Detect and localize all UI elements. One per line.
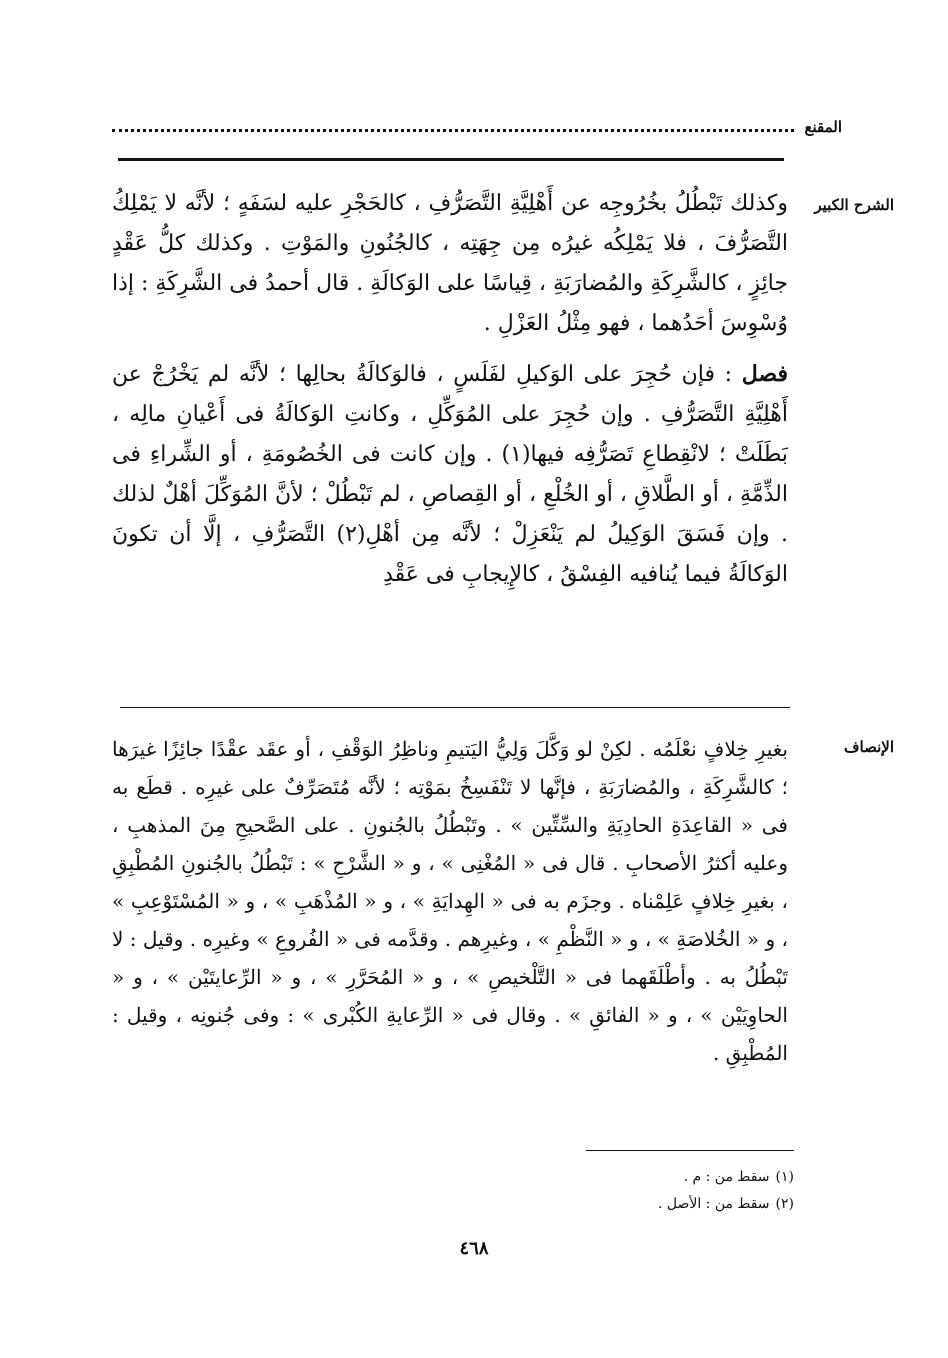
sharh-paragraph-1: وكذلك تَبْطُلُ بخُرُوجِه عن أَهْلِيَّةِ التَّصَرُّفِ ، كالحَجْرِ عليه لسَفَهٍ ؛ لأنَّه لا يَمْلِكُ التَّصَرُّفَ ، فلا يَمْلِكُه غيرُه مِن جِهَتِه ، كالجُنُونِ والمَوْتِ . وكذلك كلُّ عَقْدٍ جائِزٍ ، كالشَّرِكَةِ والمُضارَبَةِ ، قِياسًا على الوَكالَةِ . قال أحمدُ فى الشَّرِكَةِ : إذا وُسْوِسَ أحَدُهما ، فهو مِثْلُ العَزْلِ . [112, 191, 788, 336]
header-title: المقنع [804, 118, 842, 136]
footnote-number: (١) [775, 1169, 794, 1185]
footnotes [400, 1164, 794, 1218]
footnote-text: سقط من : م . [683, 1169, 770, 1185]
sharh-paragraph-2 [112, 354, 788, 595]
section-label-sharh: الشرح الكبير [814, 196, 894, 214]
header-dotted-leader [112, 129, 794, 132]
header-rule [118, 158, 784, 161]
insaf-paragraph: بغيرِ خِلافٍ نعْلَمُه . لكِنْ لو وَكَّلَ وَلِيُّ اليَتيمِ وناظِرُ الوَقْفِ ، أو عقَد عقْدًا جائِزًا غيرَها ؛ كالشَّرِكَةِ ، والمُضارَبَةِ ، فإنَّها لا تَنْفَسِخُ بمَوْتِه ؛ لأنَّه مُتَصَرِّفٌ على غيرِه . قطَع به فى « القاعِدَةِ الحادِيَةِ والسِّتِّين » . وتَبْطُلُ بالجُنونِ . على الصَّحيحِ مِنَ المذهبِ ، وعليه أكثرُ الأصحابِ . قال فى « المُغْنِى » ، و « الشَّرْحِ » : تَبْطُلُ بالجُنونِ المُطْبِقِ ، بغيرِ خِلافٍ عَلِمْناه . وجزَم به فى « الهِدايَةِ » ، و « المُذْهَبِ » ، و « المُسْتَوْعِبِ » ، و « الخُلاصَةِ » ، و « النَّظْمِ » ، وغيرِهم . وقدَّمه فى « الفُروعِ » وغيرِه . وقيل : لا تَبْطُلُ به . وأطْلَقَهما فى « التَّلْخيصِ » ، و « المُحَرَّرِ » ، و « الرِّعايتَيْن » ، و « الحاوِيَيْن » ، و « الفائقِ » . وقال فى « الرِّعايةِ الكُبْرى » : وفى جُنونِه ، وقيل : المُطْبِقِ . [112, 737, 788, 1065]
fasl-heading: فصل [741, 361, 788, 387]
footnote-1 [400, 1164, 794, 1191]
footnote-2 [400, 1191, 794, 1218]
page-number: ٤٦٨ [459, 1238, 489, 1259]
section-divider [120, 707, 790, 708]
running-header [112, 112, 842, 142]
footnote-text: سقط من : الأصل . [657, 1196, 770, 1212]
footnote-rule [586, 1150, 794, 1151]
sharh-paragraph-2-body: : فإن حُجِرَ على الوَكيلِ لفَلَسٍ ، فالوَكالَةُ بحالِها ؛ لأنَّه لم يَخْرُجْ عن أَهْلِيَّةِ التَّصَرُّفِ . وإن حُجِرَ على المُوَكِّلِ ، وكانتِ الوَكالَةُ فى أَعْيانِ مالِه ، بَطَلَتْ ؛ لانْقِطاعِ تَصَرُّفِه فيها(١) . وإن كانت فى الخُصُومَةِ ، أو الشِّراءِ فى الذِّمَّةِ ، أو الطَّلاقِ ، أو الخُلْعِ ، أو القِصاصِ ، لم تَبْطُلْ ؛ لأنَّ المُوَكِّلَ أهْلٌ لذلك . وإن فَسَقَ الوَكِيلُ لم يَنْعَزِلْ ؛ لأنَّه مِن أهْلِ(٢) التَّصَرُّفِ ، إلَّا أن تكونَ الوَكالَةُ فيما يُنافيه الفِسْقُ ، كالإِيجابِ فى عَقْدِ [112, 362, 788, 587]
insaf-text [112, 730, 788, 1072]
section-label-insaf: الإنصاف [843, 738, 894, 756]
sharh-text [112, 184, 788, 595]
footnote-number: (٢) [775, 1196, 794, 1212]
